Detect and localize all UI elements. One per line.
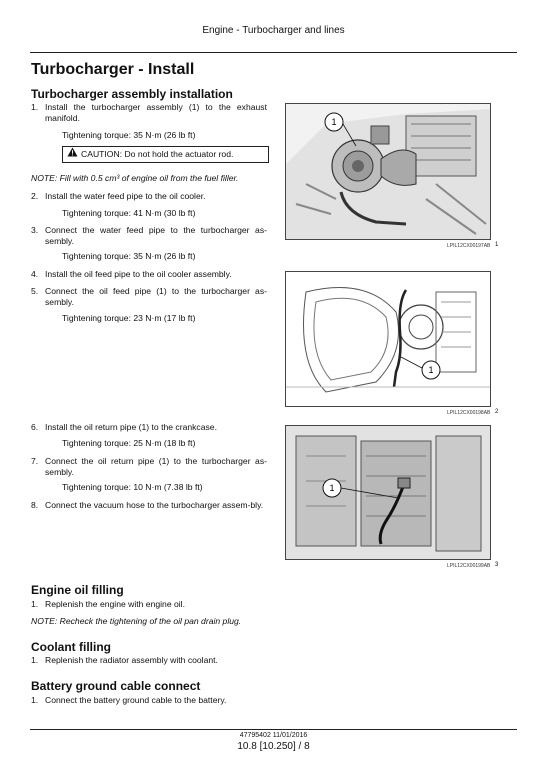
torque-spec: Tightening torque: 23 N·m (17 lb ft) [62, 313, 196, 323]
oil-feed-illustration [286, 272, 490, 406]
warning-icon [67, 147, 78, 162]
section-heading-coolant: Coolant filling [31, 640, 111, 654]
step-number: 5. [31, 286, 39, 296]
torque-spec: Tightening torque: 41 N·m (30 lb ft) [62, 208, 196, 218]
step-coolant-1 [31, 655, 331, 666]
figure-caption: LPIL12CX00199AB [447, 563, 491, 569]
section-heading-battery: Battery ground cable connect [31, 679, 201, 693]
step-number: 1. [31, 655, 39, 665]
step-text: Connect the water feed pipe to the turbocharger as-sembly. [45, 225, 267, 246]
step-3 [31, 225, 267, 246]
footer-rule [30, 729, 517, 730]
step-text: Connect the oil return pipe (1) to the turbocharger as-sembly. [45, 456, 267, 477]
step-oil-1 [31, 599, 331, 610]
step-text: Replenish the radiator assembly with coolant. [45, 655, 218, 665]
step-8 [31, 500, 267, 511]
callout-label: 1 [428, 365, 434, 375]
note: NOTE: Fill with 0.5 cm³ of engine oil from the fuel filler. [31, 173, 239, 183]
step-number: 4. [31, 269, 39, 279]
step-number: 7. [31, 456, 39, 466]
figure-oil-return-pipe [285, 425, 491, 560]
header-rule [30, 52, 517, 53]
section-heading-assembly: Turbocharger assembly installation [31, 87, 233, 101]
step-7 [31, 456, 267, 477]
torque-spec: Tightening torque: 10 N·m (7.38 lb ft) [62, 482, 203, 492]
torque-spec: Tightening torque: 25 N·m (18 lb ft) [62, 438, 196, 448]
step-text: Install the oil return pipe (1) to the crankcase. [45, 422, 217, 432]
note: NOTE: Recheck the tightening of the oil pan drain plug. [31, 616, 242, 626]
footer-doc-id: 47795402 11/01/2016 [239, 732, 308, 739]
figure-oil-feed-pipe [285, 271, 491, 407]
step-text: Replenish the engine with engine oil. [45, 599, 185, 609]
step-number: 8. [31, 500, 39, 510]
step-5 [31, 286, 267, 307]
figure-caption: LPIL12CX00198AB [447, 410, 491, 416]
step-number: 1. [31, 599, 39, 609]
figure-number: 1 [495, 242, 499, 248]
figure-number: 3 [495, 562, 499, 568]
callout-label: 1 [331, 117, 337, 127]
step-text: Connect the vacuum hose to the turbocharger assem-bly. [45, 500, 264, 510]
footer-page-number: 10.8 [10.250] / 8 [237, 741, 310, 752]
step-number: 2. [31, 191, 39, 201]
step-text: Install the water feed pipe to the oil cooler. [45, 191, 206, 201]
torque-spec: Tightening torque: 35 N·m (26 lb ft) [62, 251, 196, 261]
section-heading-oil: Engine oil filling [31, 583, 124, 597]
turbocharger-illustration [286, 104, 490, 239]
step-1 [31, 102, 267, 123]
torque-spec: Tightening torque: 35 N·m (26 lb ft) [62, 130, 196, 140]
step-text: Install the turbocharger assembly (1) to the exhaust manifold. [45, 102, 267, 123]
step-number: 1. [31, 102, 39, 112]
step-battery-1 [31, 695, 331, 706]
step-4 [31, 269, 267, 280]
step-number: 1. [31, 695, 39, 705]
figure-caption: LPIL12CX00197AB [447, 243, 491, 249]
step-text: Install the oil feed pipe to the oil cooler assembly. [45, 269, 232, 279]
step-number: 6. [31, 422, 39, 432]
step-text: Connect the oil feed pipe (1) to the turbocharger as-sembly. [45, 286, 267, 307]
figure-turbocharger [285, 103, 491, 240]
figure-number: 2 [495, 409, 499, 415]
caution-box [62, 146, 269, 163]
page-title: Turbocharger - Install [31, 61, 195, 78]
step-2 [31, 191, 267, 202]
callout-label: 1 [329, 483, 335, 493]
running-header: Engine - Turbocharger and lines [202, 25, 345, 36]
oil-return-illustration [286, 426, 490, 559]
step-number: 3. [31, 225, 39, 235]
caution-text: CAUTION: Do not hold the actuator rod. [81, 149, 234, 159]
step-text: Connect the battery ground cable to the battery. [45, 695, 227, 705]
step-6 [31, 422, 267, 433]
